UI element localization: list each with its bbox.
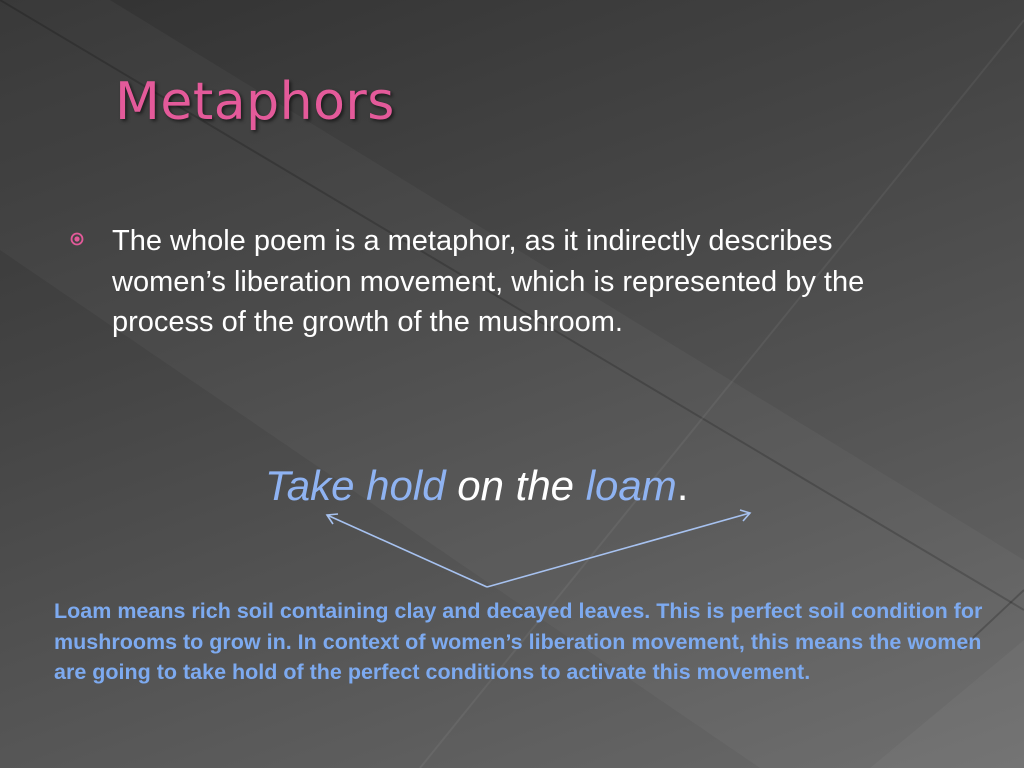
explanation-text: Loam means rich soil containing clay and decayed leaves. This is perfect soil condition for mushrooms to grow in. In context of women’s liberation movement, this means the women are going to take hold of the perfect conditions to activate this movement.	[54, 599, 983, 684]
quote-loam: loam	[585, 462, 677, 509]
quote-on-the: on the	[445, 462, 586, 509]
quote-line	[265, 462, 688, 510]
quote-take-hold: Take hold	[265, 462, 446, 509]
bullet-text: The whole poem is a metaphor, as it indirectly describes women’s liberation movement, which is represented by the process of the growth of the mushroom.	[112, 225, 865, 338]
circle-bullet-icon	[70, 232, 84, 246]
quote-period: .	[676, 462, 689, 509]
slide-title: Metaphors	[115, 72, 395, 132]
